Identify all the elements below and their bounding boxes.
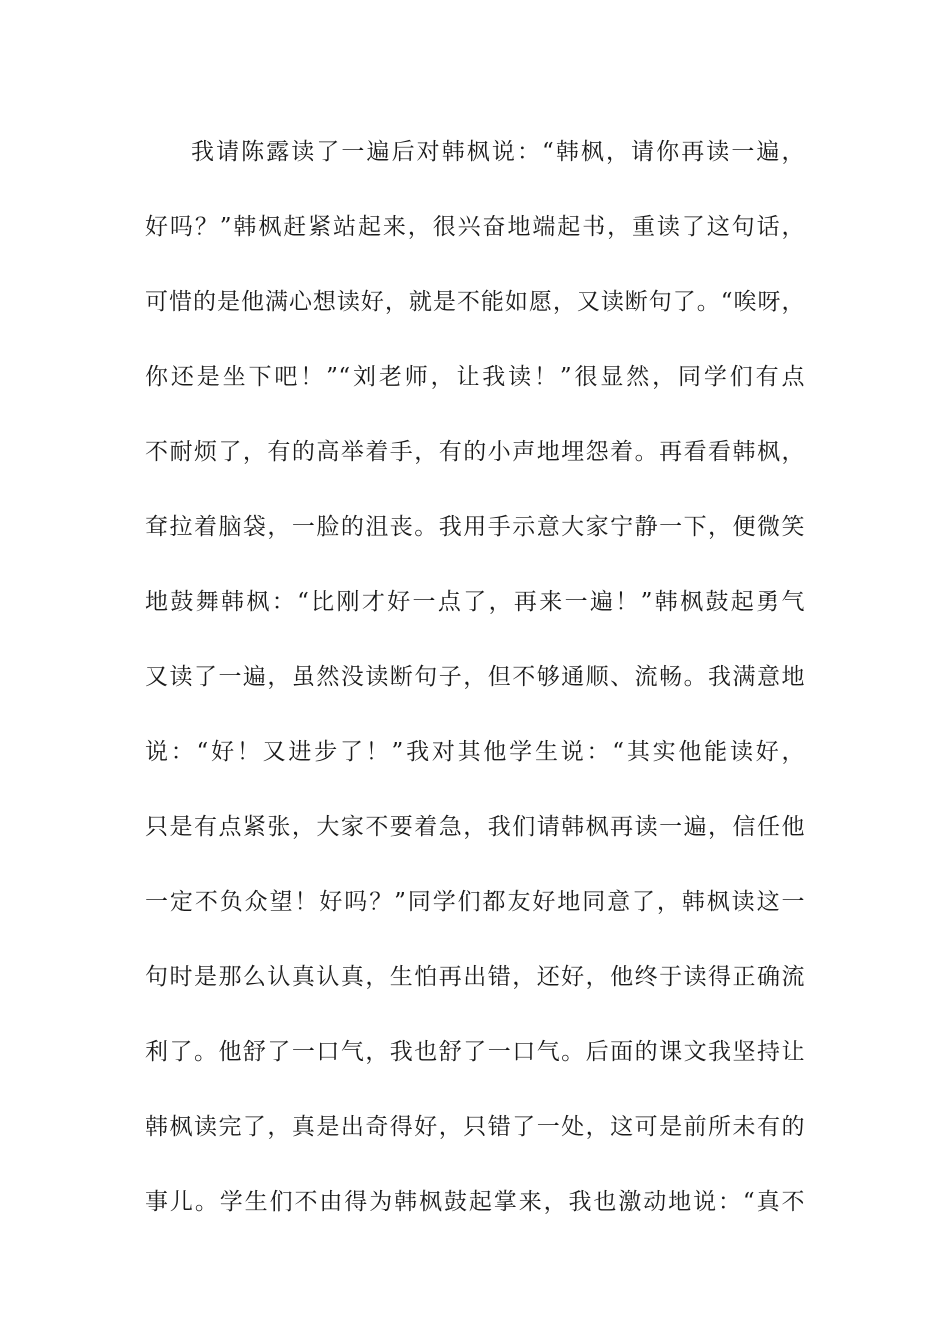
paragraph-line: 你还是坐下吧！”“刘老师，让我读！”很显然，同学们有点 bbox=[145, 364, 805, 390]
paragraph-line: 利了。他舒了一口气，我也舒了一口气。后面的课文我坚持让 bbox=[145, 1039, 805, 1065]
paragraph-line: 好吗？”韩枫赶紧站起来，很兴奋地端起书，重读了这句话， bbox=[145, 214, 805, 240]
paragraph-line: 说：“好！又进步了！”我对其他学生说：“其实他能读好， bbox=[145, 739, 805, 765]
paragraph-line: 韩枫读完了，真是出奇得好，只错了一处，这可是前所未有的 bbox=[145, 1114, 805, 1140]
paragraph-line: 又读了一遍，虽然没读断句子，但不够通顺、流畅。我满意地 bbox=[145, 664, 805, 690]
paragraph-line: 句时是那么认真认真，生怕再出错，还好，他终于读得正确流 bbox=[145, 964, 805, 990]
paragraph-line: 不耐烦了，有的高举着手，有的小声地埋怨着。再看看韩枫， bbox=[145, 439, 805, 465]
paragraph-line: 我请陈露读了一遍后对韩枫说：“韩枫，请你再读一遍， bbox=[191, 139, 805, 165]
paragraph-line: 一定不负众望！好吗？”同学们都友好地同意了，韩枫读这一 bbox=[145, 889, 805, 915]
paragraph-line: 可惜的是他满心想读好，就是不能如愿，又读断句了。“唉呀， bbox=[145, 289, 805, 315]
paragraph bbox=[145, 132, 805, 1257]
paragraph-line: 只是有点紧张，大家不要着急，我们请韩枫再读一遍，信任他 bbox=[145, 814, 805, 840]
paragraph-line: 耷拉着脑袋，一脸的沮丧。我用手示意大家宁静一下，便微笑 bbox=[145, 514, 805, 540]
paragraph-line: 地鼓舞韩枫：“比刚才好一点了，再来一遍！”韩枫鼓起勇气 bbox=[145, 589, 805, 615]
paragraph-line: 事儿。学生们不由得为韩枫鼓起掌来，我也激动地说：“真不 bbox=[145, 1189, 805, 1215]
